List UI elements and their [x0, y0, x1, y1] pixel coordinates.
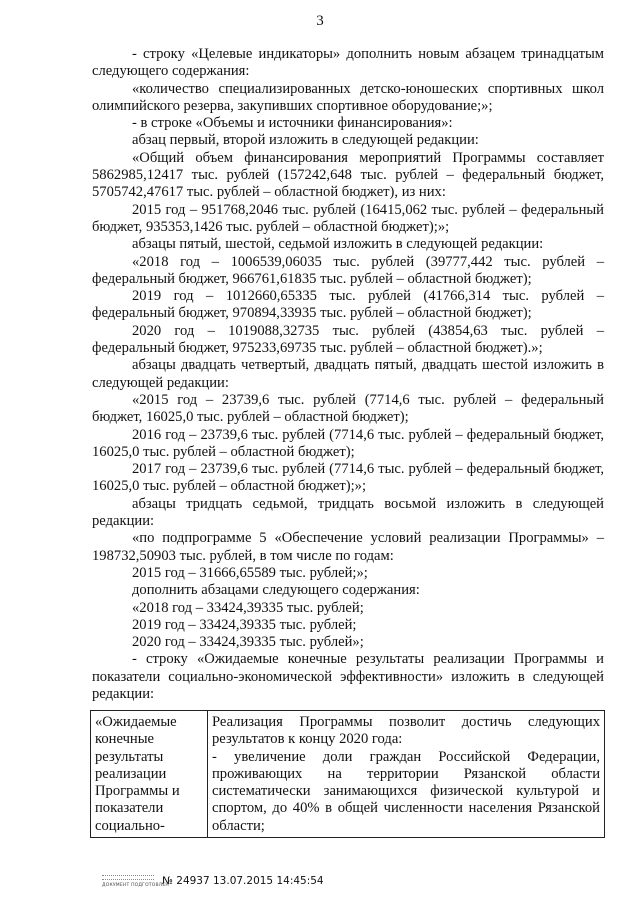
- table-row: [91, 711, 605, 838]
- body-paragraph: дополнить абзацами следующего содержания:: [132, 582, 420, 599]
- body-paragraph: «количество специализированных детско-юношеских спортивных школ олимпийского резерва, закупивших спортивное оборудование;»;: [92, 80, 604, 114]
- body-paragraph: абзацы тридцать седьмой, тридцать восьмой изложить в следующей редакции:: [92, 495, 604, 530]
- table-paragraph: - увеличение доли граждан Российской Федерации, проживающих на территории Рязанской области систематически занимающихся физической культурой и спортом, до 40% в общей численности населения Рязанской области;: [212, 748, 600, 834]
- body-paragraph: 2019 год – 1012660,65335 тыс. рублей (41766,314 тыс. рублей – федеральный бюджет, 970894,33935 тыс. рублей – областной бюджет);: [92, 288, 604, 322]
- body-paragraph: «2018 год – 1006539,06035 тыс. рублей (39777,442 тыс. рублей – федеральный бюджет, 966761,61835 тыс. рублей – областной бюджет);: [92, 253, 604, 287]
- table-content-cell: [208, 711, 605, 838]
- stamp-text: ДОКУМЕНТ ПОДГОТОВЛЕН: [102, 883, 169, 888]
- page-number: 3: [316, 13, 324, 29]
- body-paragraph: «Общий объем финансирования мероприятий Программы составляет 5862985,12417 тыс. рублей (157242,648 тыс. рублей – федеральный бюджет, 5705742,47617 тыс. рублей – областной бюджет), из них:: [92, 149, 604, 201]
- body-paragraph: абзацы двадцать четвертый, двадцать пятый, двадцать шестой изложить в следующей редакции:: [92, 357, 604, 391]
- stamp-lines: [102, 875, 154, 880]
- table-label-cell: «Ожидаемые конечные результаты реализации Программы и показатели социально-: [91, 711, 208, 838]
- body-paragraph: 2017 год – 23739,6 тыс. рублей (7714,6 тыс. рублей – федеральный бюджет, 16025,0 тыс. рублей – областной бюджет);»;: [92, 461, 604, 495]
- body-paragraph: «по подпрограмме 5 «Обеспечение условий реализации Программы» – 198732,50903 тыс. рублей, в том числе по годам:: [92, 530, 604, 564]
- body-paragraph: - строку «Ожидаемые конечные результаты реализации Программы и показатели социально-экономической эффективности» изложить в следующей редакции:: [92, 651, 604, 702]
- body-paragraph: 2020 год – 1019088,32735 тыс. рублей (43854,63 тыс. рублей – федеральный бюджет, 975233,69735 тыс. рублей – областной бюджет).»;: [92, 322, 604, 357]
- body-paragraph: 2015 год – 951768,2046 тыс. рублей (16415,062 тыс. рублей – федеральный бюджет, 935353,1426 тыс. рублей – областной бюджет);»;: [92, 201, 604, 235]
- registration-number: № 24937 13.07.2015 14:45:54: [162, 875, 324, 887]
- body-paragraph: 2020 год – 33424,39335 тыс. рублей»;: [132, 634, 364, 651]
- body-paragraph: - в строке «Объемы и источники финансирования»:: [132, 115, 453, 132]
- document-footer: [92, 871, 392, 895]
- body-paragraph: 2019 год – 33424,39335 тыс. рублей;: [132, 616, 357, 633]
- body-paragraph: абзацы пятый, шестой, седьмой изложить в следующей редакции:: [132, 236, 544, 253]
- body-paragraph: «2015 год – 23739,6 тыс. рублей (7714,6 тыс. рублей – федеральный бюджет, 16025,0 тыс. рублей – областной бюджет);: [92, 391, 604, 426]
- results-table: [90, 710, 605, 838]
- body-paragraph: 2016 год – 23739,6 тыс. рублей (7714,6 тыс. рублей – федеральный бюджет, 16025,0 тыс. рублей – областной бюджет);: [92, 426, 604, 460]
- document-body: [92, 46, 604, 703]
- body-paragraph: абзац первый, второй изложить в следующей редакции:: [132, 132, 479, 149]
- body-paragraph: 2015 год – 31666,65589 тыс. рублей;»;: [132, 564, 368, 581]
- body-paragraph: «2018 год – 33424,39335 тыс. рублей;: [132, 599, 364, 616]
- table-paragraph: Реализация Программы позволит достичь следующих результатов к концу 2020 года:: [212, 714, 600, 748]
- body-paragraph: - строку «Целевые индикаторы» дополнить новым абзацем тринадцатым следующего содержания:: [92, 46, 604, 80]
- registration-stamp: [102, 875, 169, 891]
